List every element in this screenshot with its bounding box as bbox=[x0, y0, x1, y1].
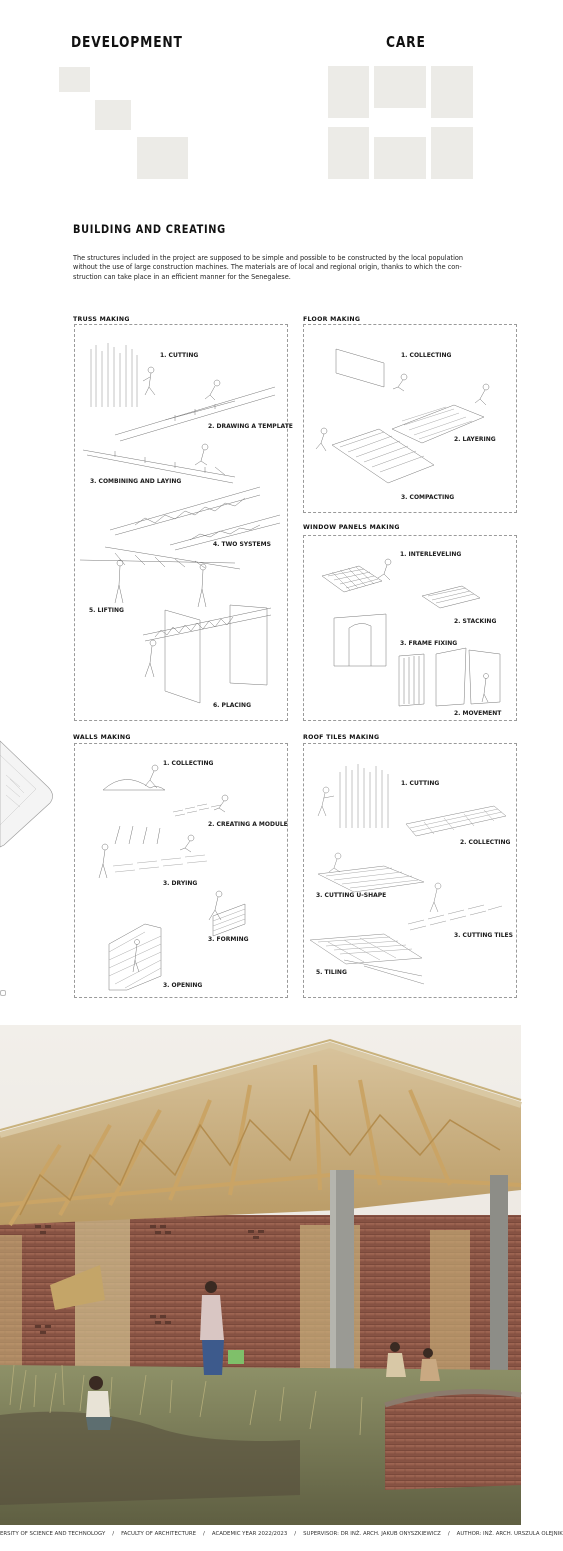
window-step: 1. INTERLEVELING bbox=[400, 551, 462, 558]
footer-supervisor: SUPERVISOR: DR INŻ. ARCH. JAKUB ONYSZKIEWICZ bbox=[303, 1531, 441, 1537]
footer-faculty: FACULTY OF ARCHITECTURE bbox=[121, 1531, 197, 1537]
site-plan-fragment bbox=[0, 735, 60, 855]
window-step: 3. FRAME FIXING bbox=[400, 640, 458, 647]
truss-step: 4. TWO SYSTEMS bbox=[213, 541, 271, 548]
roof-title: ROOF TILES MAKING bbox=[303, 734, 380, 741]
intro-line: struction can take place in an efficient manner for the Senegalese. bbox=[73, 272, 291, 281]
window-title: WINDOW PANELS MAKING bbox=[303, 524, 400, 531]
truss-step: 1. CUTTING bbox=[160, 352, 199, 359]
floor-title: FLOOR MAKING bbox=[303, 316, 361, 323]
floor-step: 2. LAYERING bbox=[454, 436, 496, 443]
plan-marker bbox=[0, 990, 6, 996]
walls-illustration bbox=[75, 744, 289, 999]
footer-university: ERSITY OF SCIENCE AND TECHNOLOGY bbox=[0, 1531, 106, 1537]
footer-separator: / bbox=[112, 1531, 115, 1537]
building-render bbox=[0, 1025, 521, 1525]
care-block bbox=[328, 66, 369, 118]
footer-separator: / bbox=[294, 1531, 297, 1537]
roof-step: 2. COLLECTING bbox=[460, 839, 511, 846]
development-block bbox=[137, 137, 188, 179]
window-illustration bbox=[304, 536, 518, 722]
footer-author: AUTHOR: INŻ. ARCH. URSZULA OLEJNIK bbox=[456, 1531, 563, 1537]
development-block bbox=[95, 100, 131, 130]
truss-step: 6. PLACING bbox=[213, 702, 251, 709]
roof-step: 3. CUTTING U-SHAPE bbox=[316, 892, 387, 899]
care-block bbox=[431, 66, 473, 118]
truss-title: TRUSS MAKING bbox=[73, 316, 130, 323]
window-panel bbox=[303, 535, 517, 721]
window-step: 2. MOVEMENT bbox=[454, 710, 502, 717]
development-heading: DEVELOPMENT bbox=[71, 33, 183, 51]
intro-line: without the use of large construction machines. The materials are of local and regional origin, thanks to which the con- bbox=[73, 263, 462, 272]
truss-step: 2. DRAWING A TEMPLATE bbox=[208, 423, 293, 430]
walls-step: 3. DRYING bbox=[163, 880, 198, 887]
intro-paragraph bbox=[73, 254, 519, 282]
roof-step: 1. CUTTING bbox=[401, 780, 440, 787]
roof-panel bbox=[303, 743, 517, 998]
walls-step: 3. OPENING bbox=[163, 982, 203, 989]
walls-step: 1. COLLECTING bbox=[163, 760, 214, 767]
walls-step: 3. FORMING bbox=[208, 936, 249, 943]
roof-step: 3. CUTTING TILES bbox=[454, 932, 513, 939]
footer bbox=[0, 1531, 563, 1537]
footer-separator: / bbox=[203, 1531, 205, 1537]
roof-step: 5. TILING bbox=[316, 969, 347, 976]
intro-line: The structures included in the project are supposed to be simple and possible to be constructed by the local population bbox=[73, 254, 464, 262]
care-block bbox=[328, 127, 369, 179]
care-block bbox=[431, 127, 473, 179]
truss-step: 5. LIFTING bbox=[89, 607, 124, 614]
walls-panel bbox=[74, 743, 288, 998]
walls-step: 2. CREATING A MODULE bbox=[208, 821, 288, 828]
truss-panel bbox=[74, 324, 293, 721]
floor-panel bbox=[303, 324, 517, 513]
footer-academic-year: ACADEMIC YEAR 2022/2023 bbox=[211, 1531, 288, 1537]
development-block bbox=[59, 67, 90, 92]
care-block bbox=[374, 66, 426, 108]
care-heading: CARE bbox=[386, 33, 426, 51]
floor-step: 3. COMPACTING bbox=[401, 494, 455, 501]
walls-title: WALLS MAKING bbox=[73, 734, 131, 741]
truss-illustration bbox=[75, 325, 289, 722]
section-title: BUILDING AND CREATING bbox=[73, 222, 226, 236]
footer-separator: / bbox=[447, 1531, 450, 1537]
window-step: 2. STACKING bbox=[454, 618, 497, 625]
care-block bbox=[374, 137, 426, 179]
truss-step: 3. COMBINING AND LAYING bbox=[90, 478, 182, 485]
floor-step: 1. COLLECTING bbox=[401, 352, 452, 359]
